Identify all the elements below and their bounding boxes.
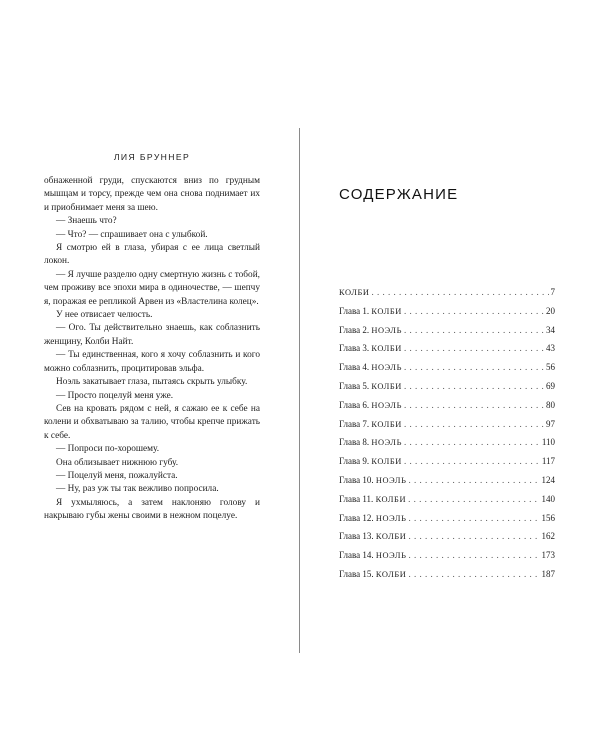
body-paragraph: Я смотрю ей в глаза, убирая с ее лица светлый локон.: [44, 243, 260, 267]
toc-chapter-name: КОЛБИ: [371, 457, 402, 467]
toc-chapter-name: КОЛБИ: [371, 419, 402, 429]
toc-entry-label: [339, 513, 406, 523]
toc-leader-dots: [404, 381, 544, 391]
toc-chapter-name: КОЛБИ: [371, 344, 402, 354]
toc-entry-label: [339, 287, 370, 297]
toc-leader-dots: [404, 437, 540, 447]
body-paragraph: — Я лучше разделю одну смертную жизнь с тобой, чем проживу все эпохи мира в одиночестве, — шепчу я, поражая ее репликой Арвен из «Властелина колец».: [44, 269, 260, 307]
toc-chapter-number: Глава 6.: [339, 399, 370, 410]
toc-entry[interactable]: [339, 513, 555, 532]
toc-chapter-name: НОЭЛЬ: [375, 513, 407, 523]
toc-page-number: 124: [541, 474, 555, 485]
toc-leader-dots: [408, 475, 539, 485]
toc-page-number: 80: [546, 399, 555, 410]
toc-entry-label: [339, 362, 402, 372]
toc-leader-dots: [404, 362, 544, 372]
toc-chapter-name: КОЛБИ: [339, 288, 370, 297]
toc-entry[interactable]: [339, 456, 555, 475]
toc-leader-dots: [408, 531, 539, 541]
toc-chapter-number: Глава 13.: [339, 531, 374, 542]
toc-leader-dots: [404, 306, 544, 316]
toc-chapter-name: НОЭЛЬ: [371, 325, 402, 335]
toc-leader-dots: [404, 456, 540, 466]
body-paragraph: — Просто поцелуй меня уже.: [56, 390, 174, 401]
toc-chapter-number: Глава 2.: [339, 324, 370, 335]
toc-entry-label: [339, 306, 402, 316]
toc-chapter-number: Глава 10.: [339, 474, 374, 485]
body-paragraph: У нее отвисает челюсть.: [56, 310, 153, 321]
body-paragraph: — Ну, раз уж ты так вежливо попросила.: [56, 484, 219, 495]
body-paragraph: — Ты единственная, кого я хочу соблазнить и кого можно соблазнить, процитировав эльфа.: [44, 350, 260, 374]
toc-entry-label: [339, 550, 406, 560]
toc-chapter-number: Глава 5.: [339, 380, 370, 391]
toc-leader-dots: [408, 494, 539, 504]
running-head: ЛИЯ БРУННЕР: [113, 152, 191, 162]
toc-entry-label: [339, 400, 402, 410]
toc-chapter-name: КОЛБИ: [375, 569, 407, 579]
toc-chapter-name: КОЛБИ: [371, 306, 402, 316]
toc-entry-label: [339, 437, 402, 447]
body-paragraph: Ноэль закатывает глаза, пытаясь скрыть улыбку.: [56, 377, 248, 388]
body-paragraph: — Знаешь что?: [56, 216, 117, 227]
toc-chapter-number: Глава 4.: [339, 362, 370, 373]
toc-leader-dots: [408, 569, 539, 579]
toc-entry[interactable]: [339, 550, 555, 569]
toc-entry[interactable]: [339, 287, 555, 306]
toc-chapter-number: Глава 1.: [339, 305, 370, 316]
toc-entry-label: [339, 475, 406, 485]
toc-entry-label: [339, 456, 402, 466]
table-of-contents: [339, 287, 555, 588]
toc-leader-dots: [372, 287, 549, 297]
toc-entry[interactable]: [339, 569, 555, 588]
toc-leader-dots: [404, 343, 544, 353]
toc-chapter-number: Глава 14.: [339, 550, 374, 561]
toc-leader-dots: [404, 400, 544, 410]
toc-entry-label: [339, 343, 402, 353]
toc-chapter-name: НОЭЛЬ: [371, 363, 402, 373]
body-paragraph: — Ого. Ты действительно знаешь, как соблазнить женщину, Колби Найт.: [44, 323, 260, 347]
toc-entry[interactable]: [339, 437, 555, 456]
body-paragraph: обнаженной груди, спускаются вниз по грудным мышцам и торсу, прежде чем она снова поднимает их и приобнимает меня за шею.: [44, 176, 260, 213]
toc-page-number: 162: [541, 531, 555, 542]
toc-chapter-name: НОЭЛЬ: [375, 475, 407, 485]
toc-page-number: 156: [541, 512, 555, 523]
toc-entry-label: [339, 325, 402, 335]
toc-entry-label: [339, 494, 406, 504]
toc-chapter-name: НОЭЛЬ: [371, 438, 402, 448]
body-paragraph: Сев на кровать рядом с ней, я сажаю ее к себе на колени и обхватываю за талию, чтобы крепче прижать к себе.: [44, 403, 260, 441]
toc-entry[interactable]: [339, 531, 555, 550]
body-paragraph: Она облизывает нижнюю губу.: [56, 457, 179, 468]
toc-chapter-number: Глава 3.: [339, 343, 370, 354]
page-gutter-divider: [299, 128, 300, 653]
toc-chapter-number: Глава 8.: [339, 437, 370, 448]
toc-leader-dots: [404, 419, 544, 429]
body-paragraph: — Поцелуй меня, пожалуйста.: [56, 470, 178, 481]
toc-entry[interactable]: [339, 362, 555, 381]
toc-chapter-number: Глава 7.: [339, 418, 370, 429]
toc-entry[interactable]: [339, 306, 555, 325]
toc-page-number: 97: [546, 418, 555, 429]
body-paragraph: Я ухмыляюсь, а затем наклоняю голову и накрываю губы жены своими в нежном поцелуе.: [44, 497, 260, 522]
toc-entry-label: [339, 531, 406, 541]
toc-chapter-number: Глава 15.: [339, 568, 374, 579]
toc-page-number: 117: [541, 456, 555, 467]
toc-page-number: 34: [546, 324, 555, 335]
body-paragraph: — Попроси по-хорошему.: [56, 444, 160, 455]
toc-chapter-number: Глава 9.: [339, 456, 370, 467]
toc-entry-label: [339, 419, 402, 429]
toc-title: СОДЕРЖАНИЕ: [339, 186, 459, 203]
toc-page-number: 140: [541, 493, 555, 504]
toc-entry[interactable]: [339, 343, 555, 362]
toc-entry[interactable]: [339, 419, 555, 438]
toc-page-number: 56: [546, 362, 555, 373]
toc-entry[interactable]: [339, 400, 555, 419]
toc-page-number: 187: [541, 568, 555, 579]
toc-chapter-number: Глава 12.: [339, 512, 374, 523]
toc-entry[interactable]: [339, 494, 555, 513]
body-paragraph: — Что? — спрашивает она с улыбкой.: [56, 229, 208, 240]
toc-chapter-number: Глава 11.: [339, 493, 374, 504]
toc-chapter-name: КОЛБИ: [375, 494, 407, 504]
toc-chapter-name: НОЭЛЬ: [371, 400, 402, 410]
toc-leader-dots: [408, 550, 539, 560]
toc-page-number: 110: [541, 437, 555, 448]
toc-page-number: 7: [550, 287, 555, 297]
toc-chapter-name: НОЭЛЬ: [375, 551, 407, 561]
toc-chapter-name: КОЛБИ: [375, 532, 407, 542]
toc-leader-dots: [408, 513, 539, 523]
body-text: [44, 175, 260, 524]
toc-entry[interactable]: [339, 475, 555, 494]
toc-entry-label: [339, 381, 402, 391]
toc-entry[interactable]: [339, 381, 555, 400]
toc-page-number: 69: [546, 380, 555, 391]
toc-entry-label: [339, 569, 406, 579]
toc-chapter-name: КОЛБИ: [371, 381, 402, 391]
toc-page-number: 43: [546, 343, 555, 354]
toc-page-number: 173: [541, 550, 555, 561]
toc-page-number: 20: [546, 305, 555, 316]
toc-leader-dots: [404, 325, 544, 335]
toc-entry[interactable]: [339, 325, 555, 344]
